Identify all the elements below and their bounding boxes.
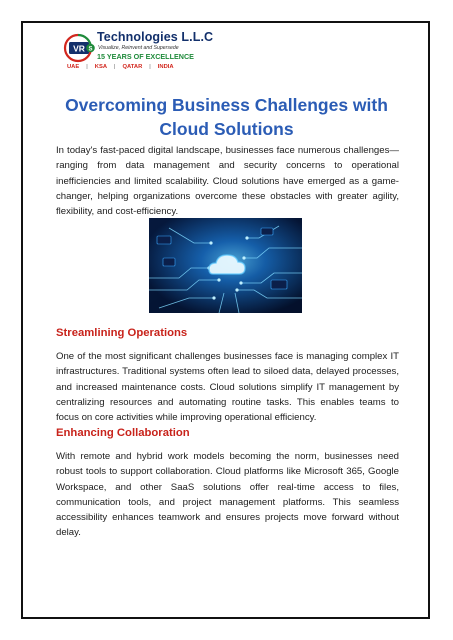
country-qatar: QATAR — [122, 64, 143, 70]
company-logo — [60, 28, 260, 76]
section-body-streamlining-operations: One of the most significant challenges businesses face is managing complex IT infrastructures. Traditional systems often lead to siloed data, delayed processes, and increased maintenance costs. Cloud solutions simplify IT management by centralizing resources and automating routine tasks. This enables teams to focus on core activities while improving operational efficiency. — [56, 351, 399, 424]
country-separator: | — [149, 64, 151, 70]
intro-paragraph: In today's fast-paced digital landscape, businesses face numerous challenges—ranging from data management and security concerns to operational inefficiencies and limited scalability. Cloud solutions have emerged as a game-changer, helping organizations overcome these obstacles with greater agility, flexibility, and cost-efficiency. — [56, 145, 399, 218]
vrs-logo-mark-icon — [60, 33, 96, 63]
cloud-circuit-illustration — [149, 218, 302, 313]
section-heading-streamlining-operations: Streamlining Operations — [56, 327, 188, 339]
document-title: Overcoming Business Challenges with Cloud Solutions — [65, 95, 388, 139]
country-separator: | — [114, 64, 116, 70]
country-list — [60, 64, 181, 70]
company-tagline: Visualize, Reinvent and Supersede — [98, 45, 179, 51]
years-of-excellence: 15 YEARS OF EXCELLENCE — [97, 52, 194, 61]
svg-text:S: S — [88, 46, 93, 53]
section-heading-enhancing-collaboration: Enhancing Collaboration — [56, 427, 190, 439]
company-name: Technologies L.L.C — [97, 30, 214, 44]
country-separator: | — [86, 64, 88, 70]
country-uae: UAE — [67, 64, 80, 70]
country-ksa: KSA — [94, 64, 108, 70]
section-body-enhancing-collaboration: With remote and hybrid work models becoming the norm, businesses need robust tools to support collaboration. Cloud platforms like Microsoft 365, Google Workspace, and other SaaS solutions offer real-time access to files, communication tools, and project management platforms. This seamless accessibility enhances teamwork and ensures projects move forward without delay. — [56, 451, 399, 539]
country-india: INDIA — [157, 64, 174, 70]
cloud-circuit-image — [149, 218, 302, 313]
logo-mark-text: VR — [73, 43, 85, 54]
